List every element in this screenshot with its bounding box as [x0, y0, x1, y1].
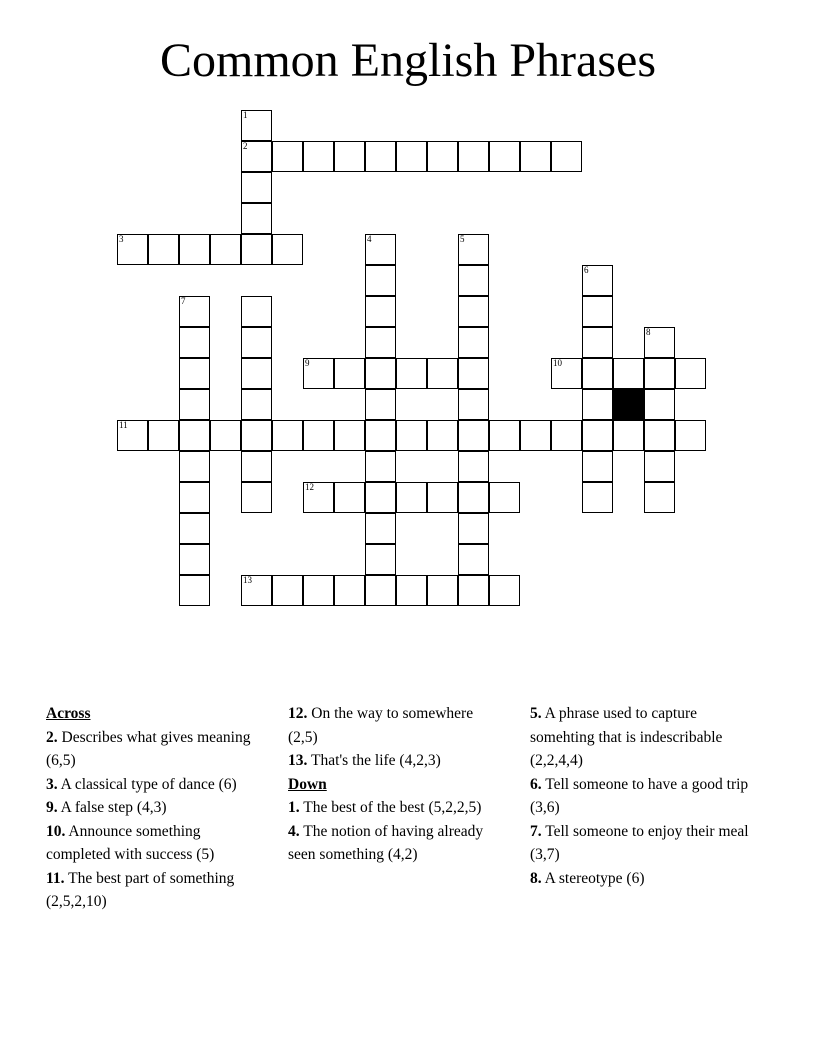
grid-cell[interactable]: [241, 296, 272, 327]
grid-cell[interactable]: [179, 358, 210, 389]
grid-cell[interactable]: [365, 482, 396, 513]
grid-cell[interactable]: [427, 482, 458, 513]
across-clue[interactable]: 13. That's the life (4,2,3): [288, 752, 441, 769]
down-clue[interactable]: 1. The best of the best (5,2,2,5): [288, 799, 482, 816]
grid-cell[interactable]: [365, 234, 396, 265]
grid-cell[interactable]: [427, 141, 458, 172]
grid-cell[interactable]: [644, 327, 675, 358]
grid-cell[interactable]: [241, 358, 272, 389]
grid-cell[interactable]: [179, 544, 210, 575]
grid-cell[interactable]: [241, 172, 272, 203]
grid-cell[interactable]: [458, 327, 489, 358]
grid-cell[interactable]: [582, 451, 613, 482]
grid-cell-number: 2: [243, 141, 248, 151]
grid-cell[interactable]: [303, 482, 334, 513]
grid-cell[interactable]: [148, 420, 179, 451]
grid-cell[interactable]: [334, 482, 365, 513]
grid-cell[interactable]: [396, 358, 427, 389]
grid-cell[interactable]: [458, 513, 489, 544]
grid-cell[interactable]: [644, 420, 675, 451]
grid-cell[interactable]: [489, 575, 520, 606]
grid-cell[interactable]: [365, 544, 396, 575]
grid-cell[interactable]: [489, 482, 520, 513]
grid-cell[interactable]: [644, 389, 675, 420]
grid-cell[interactable]: [582, 420, 613, 451]
down-clue[interactable]: 8. A stereotype (6): [530, 869, 645, 887]
grid-cell[interactable]: [241, 389, 272, 420]
grid-cell-number: 13: [243, 575, 252, 585]
grid-cell[interactable]: [644, 358, 675, 389]
grid-cell[interactable]: [427, 575, 458, 606]
grid-cell[interactable]: [365, 265, 396, 296]
grid-cell[interactable]: [396, 482, 427, 513]
grid-cell[interactable]: [458, 451, 489, 482]
across-clue[interactable]: 9. A false step (4,3): [46, 799, 167, 816]
grid-cell[interactable]: [179, 420, 210, 451]
grid-cell[interactable]: [272, 141, 303, 172]
grid-cell[interactable]: [334, 358, 365, 389]
grid-cell-number: 6: [584, 265, 589, 275]
grid-cell[interactable]: [458, 575, 489, 606]
grid-cell[interactable]: [396, 141, 427, 172]
grid-cell-blocked: [613, 389, 644, 420]
clue-number: 7.: [530, 822, 542, 840]
grid-cell[interactable]: [179, 327, 210, 358]
grid-cell[interactable]: [675, 358, 706, 389]
grid-cell[interactable]: [241, 203, 272, 234]
grid-cell[interactable]: [582, 296, 613, 327]
grid-cell[interactable]: [396, 575, 427, 606]
grid-cell[interactable]: [551, 420, 582, 451]
grid-cell[interactable]: [489, 141, 520, 172]
grid-cell[interactable]: [179, 451, 210, 482]
grid-cell[interactable]: [613, 358, 644, 389]
clue-number: 10.: [46, 822, 66, 840]
clue-number: 11.: [46, 869, 65, 887]
grid-cell[interactable]: [117, 420, 148, 451]
grid-cell[interactable]: [458, 265, 489, 296]
across-clue[interactable]: 10. Announce something completed with success (5): [46, 822, 215, 863]
grid-cell[interactable]: [303, 420, 334, 451]
grid-cell[interactable]: [458, 482, 489, 513]
grid-cell[interactable]: [210, 420, 241, 451]
grid-cell[interactable]: [179, 296, 210, 327]
grid-cell[interactable]: [675, 420, 706, 451]
grid-cell[interactable]: [458, 234, 489, 265]
clue-number: 9.: [46, 799, 58, 816]
clue-number: 12.: [288, 705, 308, 722]
grid-cell-number: 3: [119, 234, 124, 244]
grid-cell[interactable]: [365, 513, 396, 544]
page-title: Common English Phrases: [159, 34, 656, 87]
grid-cell-number: 8: [646, 327, 651, 337]
across-clue[interactable]: 2. Describes what gives meaning (6,5): [46, 728, 251, 769]
grid-cell[interactable]: [613, 420, 644, 451]
grid-cell[interactable]: [582, 327, 613, 358]
grid-cell[interactable]: [582, 265, 613, 296]
grid-cell[interactable]: [644, 451, 675, 482]
grid-cell[interactable]: [520, 141, 551, 172]
clue-number: 1.: [288, 799, 300, 816]
grid-cell[interactable]: [396, 420, 427, 451]
grid-cell[interactable]: [241, 420, 272, 451]
grid-cell[interactable]: [458, 420, 489, 451]
grid-cell[interactable]: [272, 575, 303, 606]
clue-number: 6.: [530, 775, 542, 793]
clue-number: 5.: [530, 705, 542, 722]
grid-cell[interactable]: [179, 575, 210, 606]
clue-column-3: [530, 702, 760, 890]
grid-cell[interactable]: [365, 141, 396, 172]
clue-number: 8.: [530, 869, 542, 887]
grid-cell[interactable]: [365, 451, 396, 482]
grid-cell-number: 4: [367, 234, 372, 244]
grid-cell[interactable]: [489, 420, 520, 451]
clue-number: 2.: [46, 728, 58, 746]
clue-number: 3.: [46, 775, 58, 793]
grid-cell[interactable]: [334, 575, 365, 606]
grid-cell[interactable]: [241, 451, 272, 482]
grid-cell[interactable]: [303, 358, 334, 389]
grid-cell[interactable]: [241, 141, 272, 172]
across-clue[interactable]: 3. A classical type of dance (6): [46, 775, 237, 793]
grid-cell-number: 10: [553, 358, 562, 368]
grid-cell[interactable]: [458, 296, 489, 327]
grid-cell[interactable]: [210, 234, 241, 265]
grid-cell[interactable]: [241, 482, 272, 513]
grid-cell[interactable]: [365, 389, 396, 420]
grid-cell[interactable]: [365, 296, 396, 327]
grid-cell[interactable]: [117, 234, 148, 265]
grid-cell[interactable]: [427, 420, 458, 451]
grid-cell-number: 11: [119, 420, 128, 430]
across-heading: Across: [46, 705, 91, 722]
clue-number: 4.: [288, 822, 300, 840]
grid-cell[interactable]: [148, 234, 179, 265]
grid-cell[interactable]: [272, 420, 303, 451]
grid-cell[interactable]: [241, 234, 272, 265]
grid-cell[interactable]: [644, 482, 675, 513]
down-clue[interactable]: 6. Tell someone to have a good trip (3,6): [530, 775, 749, 816]
down-clue[interactable]: 5. A phrase used to capture somehting that is indescribable (2,2,4,4): [530, 705, 723, 769]
grid-cell[interactable]: [334, 420, 365, 451]
grid-cell-number: 9: [305, 358, 310, 368]
grid-cell[interactable]: [365, 420, 396, 451]
grid-cell[interactable]: [582, 389, 613, 420]
grid-cell[interactable]: [520, 420, 551, 451]
grid-cell-number: 12: [305, 482, 314, 492]
across-clue[interactable]: 12. On the way to somewhere (2,5): [288, 705, 474, 746]
clue-number: 13.: [288, 752, 308, 769]
grid-cell-number: 1: [243, 110, 248, 120]
grid-cell[interactable]: [303, 141, 334, 172]
grid-cell[interactable]: [179, 389, 210, 420]
grid-cell[interactable]: [179, 234, 210, 265]
clue-column-2: [288, 702, 503, 867]
grid-cell[interactable]: [241, 575, 272, 606]
grid-cell[interactable]: [458, 358, 489, 389]
across-clue[interactable]: 11. The best part of something (2,5,2,10): [46, 869, 235, 910]
grid-cell[interactable]: [365, 358, 396, 389]
grid-cell[interactable]: [365, 575, 396, 606]
grid-cell[interactable]: [582, 358, 613, 389]
grid-cell-number: 5: [460, 234, 465, 244]
grid-cell[interactable]: [179, 482, 210, 513]
crossword-grid[interactable]: [117, 110, 717, 610]
grid-cell[interactable]: [334, 141, 365, 172]
down-heading: Down: [288, 775, 327, 793]
grid-cell[interactable]: [551, 141, 582, 172]
grid-cell[interactable]: [179, 513, 210, 544]
grid-cell[interactable]: [458, 544, 489, 575]
grid-cell[interactable]: [551, 358, 582, 389]
grid-cell[interactable]: [458, 141, 489, 172]
grid-cell[interactable]: [427, 358, 458, 389]
grid-cell[interactable]: [303, 575, 334, 606]
down-clue[interactable]: 7. Tell someone to enjoy their meal (3,7): [530, 822, 749, 863]
grid-cell[interactable]: [241, 110, 272, 141]
down-clue[interactable]: 4. The notion of having already seen something (4,2): [288, 822, 484, 863]
grid-cell[interactable]: [272, 234, 303, 265]
grid-cell[interactable]: [365, 327, 396, 358]
clue-column-1: [46, 702, 261, 914]
grid-cell-number: 7: [181, 296, 186, 306]
grid-cell[interactable]: [582, 482, 613, 513]
grid-cell[interactable]: [241, 327, 272, 358]
grid-cell[interactable]: [458, 389, 489, 420]
